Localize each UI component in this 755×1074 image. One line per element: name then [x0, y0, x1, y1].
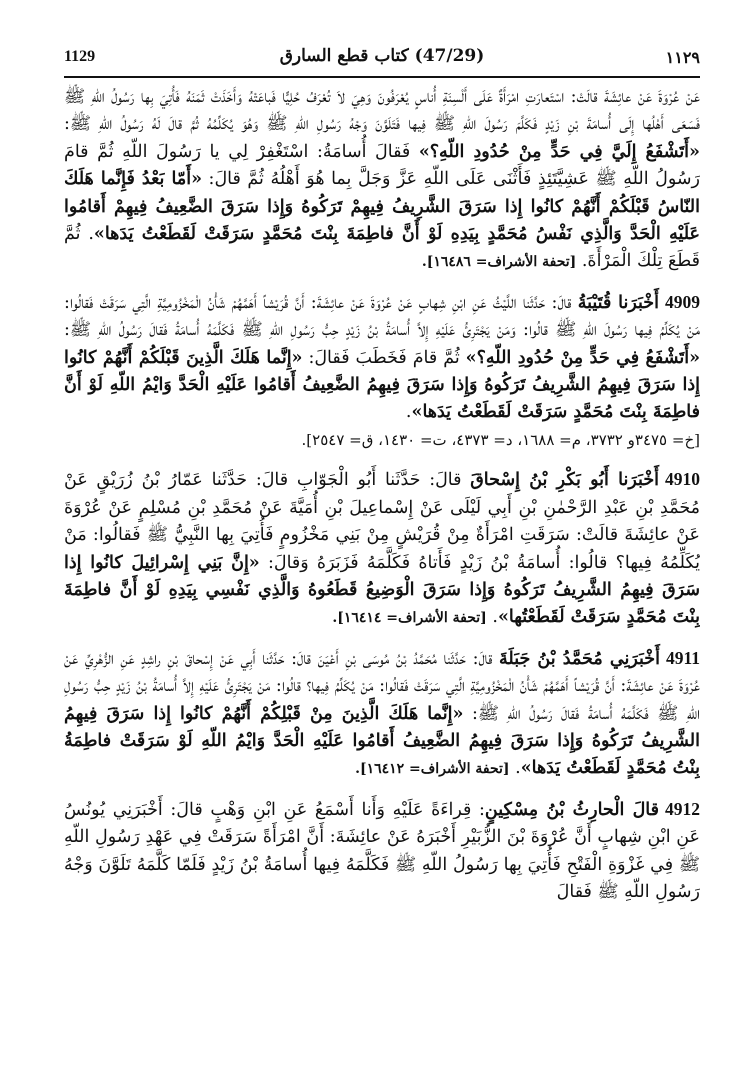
hadith-text: قالَ: حَدَّثَنا أَبُو الْجَوّابِ قالَ: حَدَّثَنا عَمّارُ بْنُ زُرَيْقٍ عَنْ مُحَمَّدِ بْنِ عَبْدِ الرَّحْمٰنِ بْنِ أَبِي لَيْلَى عَنْ إِسْماعِيلَ بْنِ أُمَيَّةَ عَنْ مُحَمَّدِ بْنِ مُسْلِمٍ عَنْ عُرْوَةَ عَنْ عائِشَةَ قالَتْ: سَرَقَتِ امْرَأَةٌ مِنْ قُرَيْشٍ مِنْ بَنِي مَخْزُومٍ فَأُتِيَ بِها النَّبِيُّ ﷺ فَقالُوا: مَنْ يُكَلِّمُهُ فِيها؟ قالُوا: أُسامَةُ بْنُ زَيْدٍ فَأَتاهُ فَكَلَّمَهُ فَزَبَرَهُ وَقالَ:	[64, 470, 700, 573]
hadith-text-2: .	[509, 758, 521, 779]
header-rule	[64, 76, 700, 78]
continuation-text-3: . ثُمَّ قَطَعَ تِلْكَ الْمَرْأَةَ.	[64, 224, 700, 272]
hadith-narration: أَخْبَرَنا أَبُو بَكْرِ بْنُ إِسْحاقَ	[470, 470, 659, 491]
hadith-text-3: .	[405, 402, 412, 423]
hadith-tohfa-ref: [تحفة الأشراف= ١٦٤١٤].	[332, 610, 487, 627]
hadith-4911	[64, 645, 700, 784]
continuation-paragraph	[64, 84, 700, 277]
hadith-number: 4909	[665, 291, 700, 312]
hadith-text: قالَ: حَدَّثَنا مُحَمَّدُ بْنُ مُوسَى بْنِ أَعْيَنَ قالَ: حَدَّثَنا أَبِي عَنْ إِسْحاقَ بْنِ راشِدٍ عَنِ الزُّهْرِيِّ عَنْ عُرْوَةَ عَنْ عائِشَةَ: أَنَّ قُرَيْشاً أَهَمَّهُمْ شَأْنُ الْمَخْزُومِيَّةِ الَّتِي سَرَقَتْ فَقالُوا: مَنْ يُكَلِّمُ فِيها؟ قالُوا: مَنْ يَجْتَرِئُ عَلَيْهِ إِلاَّ أُسامَةُ بْنُ زَيْدٍ حِبُّ رَسُولِ اللّهِ ﷺ فَكَلَّمَهُ أُسامَةُ فَقالَ رَسُولُ اللّهِ ﷺ:	[64, 648, 700, 724]
chapter-title: (47/29) كتاب قطع السارق	[279, 46, 485, 66]
hadith-bold-quote-2: «إِنَّما هَلَكَ الَّذِينَ قَبْلَكُمْ أَنَّهُمْ كانُوا إِذا سَرَقَ فِيهِمُ الشَّرِيفُ تَرَكُوهُ وَإِذا سَرَقَ فِيهِمُ الضَّعِيفُ أَقامُوا عَلَيْهِ الْحَدَّ وَايْمُ اللّهِ لَوْ أَنَّ فاطِمَةَ بِنْتَ مُحَمَّدٍ سَرَقَتْ لَقَطَعْتُ يَدَها»	[64, 347, 700, 423]
hadith-number: 4912	[664, 798, 700, 819]
hadith-tohfa-ref: [تحفة الأشراف= ١٦٤١٢].	[355, 761, 510, 778]
hadith-4910	[64, 466, 700, 632]
hadith-text: : قِراءَةً عَلَيْهِ وَأَنا أَسْمَعُ عَنِ ابْنِ وَهْبٍ قالَ: أَخْبَرَنِي يُونُسُ عَنِ ابْنِ شِهابٍ أَنَّ عُرْوَةَ بْنَ الزُّبَيْرِ أَخْبَرَهُ عَنْ عائِشَةَ: أَنَّ امْرَأَةً سَرَقَتْ فِي عَهْدِ رَسُولِ اللّهِ ﷺ فِي غَزْوَةِ الْفَتْحِ فَأُتِيَ بِها رَسُولُ اللّهِ ﷺ فَكَلَّمَهُ فِيها أُسامَةُ بْنُ زَيْدٍ فَلَمّا كَلَّمَهُ تَلَوَّنَ وَجْهُ رَسُولِ اللّهِ ﷺ فَقالَ	[64, 799, 700, 902]
hadith-references: [خ= ٣٤٧٥و ٣٧٣٢، م= ١٦٨٨، د= ٤٣٧٣، ت= ١٤٣٠، ق= ٢٥٤٧].	[301, 430, 700, 449]
hadith-number: 4911	[665, 647, 700, 668]
hadith-narration: قالَ الْحارِثُ بْنُ مِسْكِينٍ	[484, 799, 659, 820]
hadith-4909	[64, 289, 700, 454]
hadith-4912	[64, 796, 700, 907]
continuation-bold-quote-2: «أَمّا بَعْدُ فَإِنَّما هَلَكَ النّاسُ قَبْلَكُمْ أَنَّهُمْ كانُوا إِذا سَرَقَ الشَّرِيفُ فِيهِمْ تَرَكُوهُ وَإِذا سَرَقَ الضَّعِيفُ فِيهِمْ أَقامُوا عَلَيْهِ الْحَدَّ وَالَّذِي نَفْسُ مُحَمَّدٍ بِيَدِهِ لَوْ أَنَّ فاطِمَةَ بِنْتَ مُحَمَّدٍ سَرَقَتْ لَقَطَعْتُ يَدَها»	[64, 169, 700, 245]
hadith-narration: أَخْبَرَنا قُتَيْبَةُ	[577, 292, 659, 313]
continuation-bold-quote: «أَتَشْفَعُ إِلَيَّ فِي حَدٍّ مِنْ حُدُودِ اللّهِ؟»	[418, 141, 700, 162]
hadith-bold-quote: «إِنَّما هَلَكَ الَّذِينَ مِنْ قَبْلِكُمْ أَنَّهُمْ كانُوا إِذا سَرَقَ فِيهِمُ الشَّرِيفُ تَرَكُوهُ وَإِذا سَرَقَ فِيهِمُ الضَّعِيفُ أَقامُوا عَلَيْهِ الْحَدَّ وَايْمُ اللّهِ لَوْ سَرَقَتْ فاطِمَةُ بِنْتُ مُحَمَّدٍ لَقَطَعْتُ يَدَها»	[64, 703, 700, 779]
continuation-text: عَنْ عُرْوَةَ عَنْ عائِشَةَ قالَتْ: اسْتَعارَتِ امْرَأَةٌ عَلَى أَلْسِنَةِ أُناسٍ يُعْرَفُونَ وَهِيَ لاَ تُعْرَفُ حُلِيًّا فَباعَتْهُ وَأَخَذَتْ ثَمَنَهُ فَأُتِيَ بِها رَسُولُ اللّهِ ﷺ فَسَعَى أَهْلُها إِلَى أُسامَةَ بْنِ زَيْدٍ فَكَلَّمَ رَسُولَ اللّهِ ﷺ فِيها فَتَلَوَّنَ وَجْهُ رَسُولِ اللّهِ ﷺ وَهُوَ يُكَلِّمُهُ ثُمَّ قالَ لَهُ رَسُولُ اللّهِ ﷺ:	[64, 87, 700, 135]
continuation-tohfa-ref: [تحفة الأشراف= ١٦٤٨٦].	[421, 254, 577, 271]
page-number-latin: 1129	[64, 48, 96, 65]
continuation-text-2: فَقالَ أُسامَةُ: اسْتَغْفِرْ لِي يا رَسُولَ اللّهِ ثُمَّ قامَ رَسُولُ اللّهِ ﷺ عَشِيَّتَئِذٍ فَأَثْنَى عَلَى اللّهِ عَزَّ وَجَلَّ بِما هُوَ أَهْلُهُ ثُمَّ قالَ:	[64, 141, 700, 190]
hadith-bold-quote: «إِنَّ بَنِي إِسْرائِيلَ كانُوا إِذا سَرَقَ فِيهِمُ الشَّرِيفُ تَرَكُوهُ وَإِذا سَرَقَ الْوَضِيعُ قَطَعُوهُ وَالَّذِي نَفْسِي بِيَدِهِ لَوْ أَنَّ فاطِمَةَ بِنْتَ مُحَمَّدٍ سَرَقَتْ لَقَطَعْتُها»	[64, 552, 700, 628]
hadith-text: قالَ: حَدَّثَنا اللَّيْثُ عَنِ ابْنِ شِهابٍ عَنْ عُرْوَةَ عَنْ عائِشَةَ: أَنَّ قُرَيْشاً أَهَمَّهُمْ شَأْنُ الْمَخْزُومِيَّةِ الَّتِي سَرَقَتْ فَقالُوا: مَنْ يُكَلِّمُ فِيها رَسُولَ اللّهِ ﷺ قالُوا: وَمَنْ يَجْتَرِئُ عَلَيْهِ إِلاَّ أُسامَةُ بْنُ زَيْدٍ حِبُّ رَسُولِ اللّهِ ﷺ فَكَلَّمَهُ أُسامَةُ فَقالَ رَسُولُ اللّهِ ﷺ:	[64, 292, 700, 341]
hadith-text-2: ثُمَّ قامَ فَخَطَبَ فَقالَ:	[302, 347, 466, 368]
page-header	[64, 44, 700, 74]
hadith-number: 4910	[665, 469, 700, 490]
hadith-narration: أَخْبَرَنِي مُحَمَّدُ بْنُ جَبَلَةَ	[499, 648, 660, 669]
page-number-arabic: ١١٢٩	[665, 48, 700, 67]
page-body	[64, 84, 700, 1064]
hadith-text-2: .	[486, 607, 498, 628]
hadith-bold-quote: «أَتَشْفَعُ فِي حَدٍّ مِنْ حُدُودِ اللّهِ؟»	[465, 347, 700, 368]
